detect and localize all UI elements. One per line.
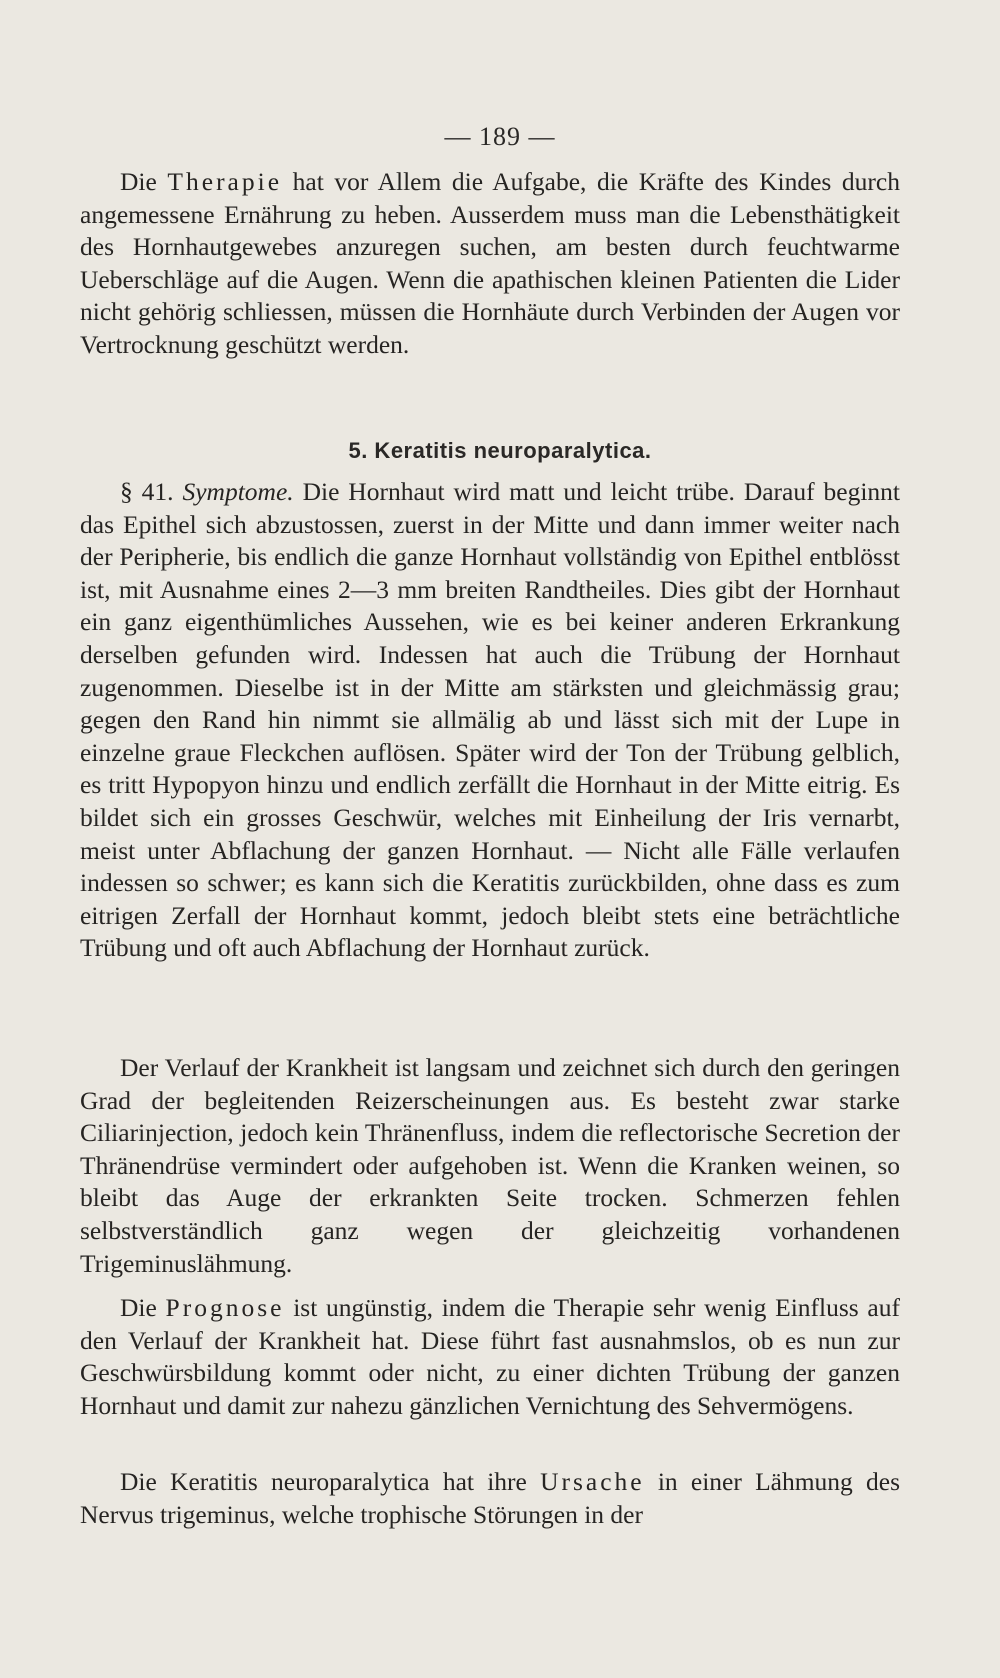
ursache-term: Ursache [540, 1467, 645, 1496]
paragraph-therapie-text [80, 166, 900, 362]
paragraph-ursache [80, 1466, 900, 1531]
therapie-term: Therapie [167, 167, 283, 196]
section-heading: 5. Keratitis neuroparalytica. [348, 438, 652, 463]
paragraph-verlauf-text: Der Verlauf der Krankheit ist langsam und zeichnet sich durch den geringen Grad der begleitenden Reizerscheinungen aus. Es besteht zwar starke Ciliarinjection, jedoch kein Thränenfluss, indem die reflectorische Secretion der Thränendrüse vermindert oder aufgehoben ist. Wenn die Kranken weinen, so bleibt das Auge der erkrankten Seite trocken. Schmerzen fehlen selbstverständlich ganz wegen der gleichzeitig vorhandenen Trigeminuslähmung. [80, 1053, 900, 1278]
paragraph-therapie [80, 166, 900, 362]
paragraph-symptome-text [80, 476, 900, 965]
therapie-rest: hat vor Allem die Aufgabe, die Kräfte des Kindes durch angemessene Ernährung zu heben. Ausserdem muss man die Lebensthätigkeit des Hornhautgewebes anzuregen suchen, am besten durch feuchtwarme Ueberschläge auf die Augen. Wenn die apathischen kleinen Patienten die Lider nicht gehörig schliessen, müssen die Hornhäute durch Verbinden der Augen vor Vertrocknung geschützt werden. [80, 167, 900, 359]
paragraph-prognose-text [80, 1292, 900, 1422]
paragraph-ursache-text [80, 1466, 900, 1531]
prognose-rest: ist ungünstig, indem die Therapie sehr wenig Einfluss auf den Verlauf der Krankheit hat. Diese führt fast ausnahmslos, ob es nun zur Geschwürsbildung kommt oder nicht, zu einer dichten Trübung der ganzen Hornhaut und damit zur nahezu gänzlichen Vernichtung des Sehvermögens. [80, 1293, 900, 1420]
paragraph-symptome [80, 476, 900, 965]
symptome-label: Symptome. [182, 477, 294, 506]
ursache-rest: in einer Lähmung des Nervus trigeminus, welche trophische Störungen in der [80, 1467, 900, 1529]
paragraph-prognose [80, 1292, 900, 1422]
symptome-rest: Die Hornhaut wird matt und leicht trübe. Darauf beginnt das Epithel sich abzustossen, zuerst in der Mitte und dann immer weiter nach der Peripherie, bis endlich die ganze Hornhaut vollständig von Epithel entblösst ist, mit Ausnahme eines 2—3 mm breiten Randtheiles. Dies gibt der Hornhaut ein ganz eigenthümliches Aussehen, wie es bei keiner anderen Erkrankung derselben gefunden wird. Indessen hat auch die Trübung der Hornhaut zugenommen. Dieselbe ist in der Mitte am stärksten und gleichmässig grau; gegen den Rand hin nimmt sie allmälig ab und lässt sich mit der Lupe in einzelne graue Fleckchen auflösen. Später wird der Ton der Trübung gelblich, es tritt Hypopyon hinzu und endlich zerfällt die Hornhaut in der Mitte eitrig. Es bildet sich ein grosses Geschwür, welches mit Einheilung der Iris vernarbt, meist unter Abflachung der ganzen Hornhaut. — Nicht alle Fälle verlaufen indessen so schwer; es kann sich die Keratitis zurückbilden, ohne dass es zum eitrigen Zerfall der Hornhaut kommt, jedoch bleibt stets eine beträchtliche Trübung und oft auch Abflachung der Hornhaut zurück. [80, 477, 901, 963]
paragraph-verlauf [80, 1052, 900, 1280]
ursache-lead: Die Keratitis neuroparalytica hat ihre [120, 1467, 541, 1496]
page-number: — 189 — [444, 122, 556, 151]
prognose-lead: Die [120, 1293, 166, 1322]
prognose-term: Prognose [165, 1293, 285, 1322]
section-mark: § 41. [120, 477, 174, 506]
therapie-lead: Die [120, 167, 168, 196]
